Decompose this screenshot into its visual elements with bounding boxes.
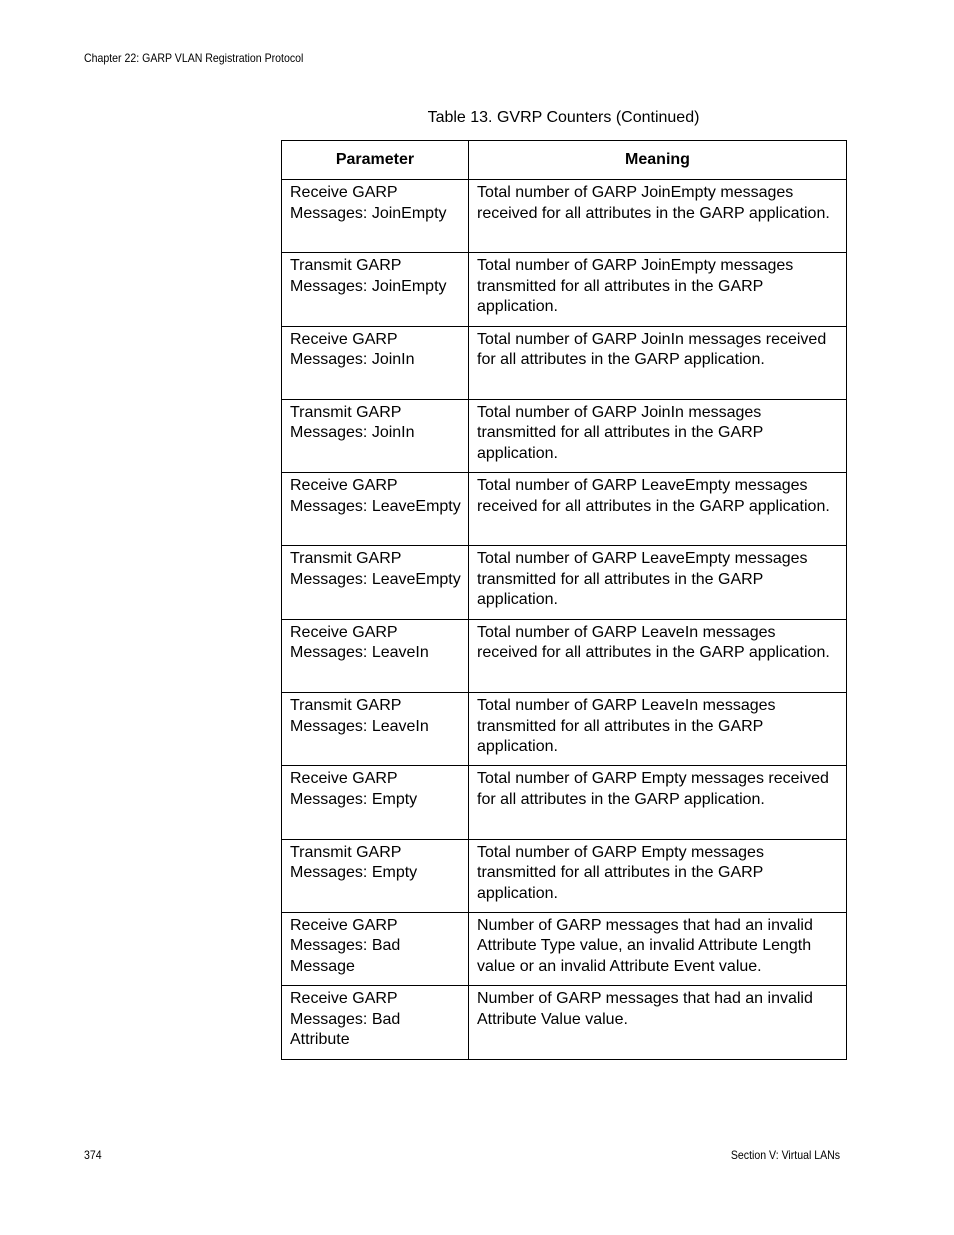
meaning-cell: Total number of GARP LeaveEmpty messages transmitted for all attributes in the GARP application. <box>469 546 847 619</box>
table-header-row <box>282 141 847 180</box>
parameter-cell: Receive GARP Messages: JoinIn <box>282 326 469 399</box>
parameter-cell: Receive GARP Messages: Bad Attribute <box>282 986 469 1059</box>
table-row <box>282 766 847 839</box>
gvrp-counters-table <box>281 140 847 1060</box>
parameter-cell: Receive GARP Messages: Empty <box>282 766 469 839</box>
running-header: Chapter 22: GARP VLAN Registration Protocol <box>84 51 304 65</box>
table-row <box>282 912 847 985</box>
column-header-meaning: Meaning <box>469 141 847 180</box>
table-row <box>282 986 847 1059</box>
meaning-cell: Total number of GARP LeaveIn messages transmitted for all attributes in the GARP application. <box>469 693 847 766</box>
table-row <box>282 693 847 766</box>
parameter-cell: Transmit GARP Messages: Empty <box>282 839 469 912</box>
running-footer: Section V: Virtual LANs <box>730 1148 840 1162</box>
column-header-parameter: Parameter <box>282 141 469 180</box>
parameter-cell: Transmit GARP Messages: LeaveEmpty <box>282 546 469 619</box>
parameter-cell: Receive GARP Messages: Bad Message <box>282 912 469 985</box>
table-caption: Table 13. GVRP Counters (Continued) <box>427 109 700 126</box>
meaning-cell: Number of GARP messages that had an invalid Attribute Value value. <box>469 986 847 1059</box>
table-row <box>282 546 847 619</box>
meaning-cell: Total number of GARP JoinIn messages transmitted for all attributes in the GARP application. <box>469 399 847 472</box>
parameter-cell: Transmit GARP Messages: LeaveIn <box>282 693 469 766</box>
table-row <box>282 399 847 472</box>
parameter-cell: Receive GARP Messages: JoinEmpty <box>282 180 469 253</box>
meaning-cell: Total number of GARP JoinEmpty messages transmitted for all attributes in the GARP application. <box>469 253 847 326</box>
meaning-cell: Total number of GARP Empty messages received for all attributes in the GARP application. <box>469 766 847 839</box>
table-row <box>282 619 847 692</box>
meaning-cell: Total number of GARP Empty messages transmitted for all attributes in the GARP application. <box>469 839 847 912</box>
table-row <box>282 839 847 912</box>
parameter-cell: Transmit GARP Messages: JoinIn <box>282 399 469 472</box>
meaning-cell: Total number of GARP LeaveEmpty messages received for all attributes in the GARP application. <box>469 473 847 546</box>
table-row <box>282 473 847 546</box>
page-number: 374 <box>84 1148 102 1162</box>
table-row <box>282 253 847 326</box>
parameter-cell: Receive GARP Messages: LeaveEmpty <box>282 473 469 546</box>
parameter-cell: Transmit GARP Messages: JoinEmpty <box>282 253 469 326</box>
meaning-cell: Number of GARP messages that had an invalid Attribute Type value, an invalid Attribute Length value or an invalid Attribute Event value. <box>469 912 847 985</box>
parameter-cell: Receive GARP Messages: LeaveIn <box>282 619 469 692</box>
table-row <box>282 326 847 399</box>
meaning-cell: Total number of GARP JoinEmpty messages received for all attributes in the GARP application. <box>469 180 847 253</box>
meaning-cell: Total number of GARP LeaveIn messages received for all attributes in the GARP application. <box>469 619 847 692</box>
meaning-cell: Total number of GARP JoinIn messages received for all attributes in the GARP application. <box>469 326 847 399</box>
table-row <box>282 180 847 253</box>
